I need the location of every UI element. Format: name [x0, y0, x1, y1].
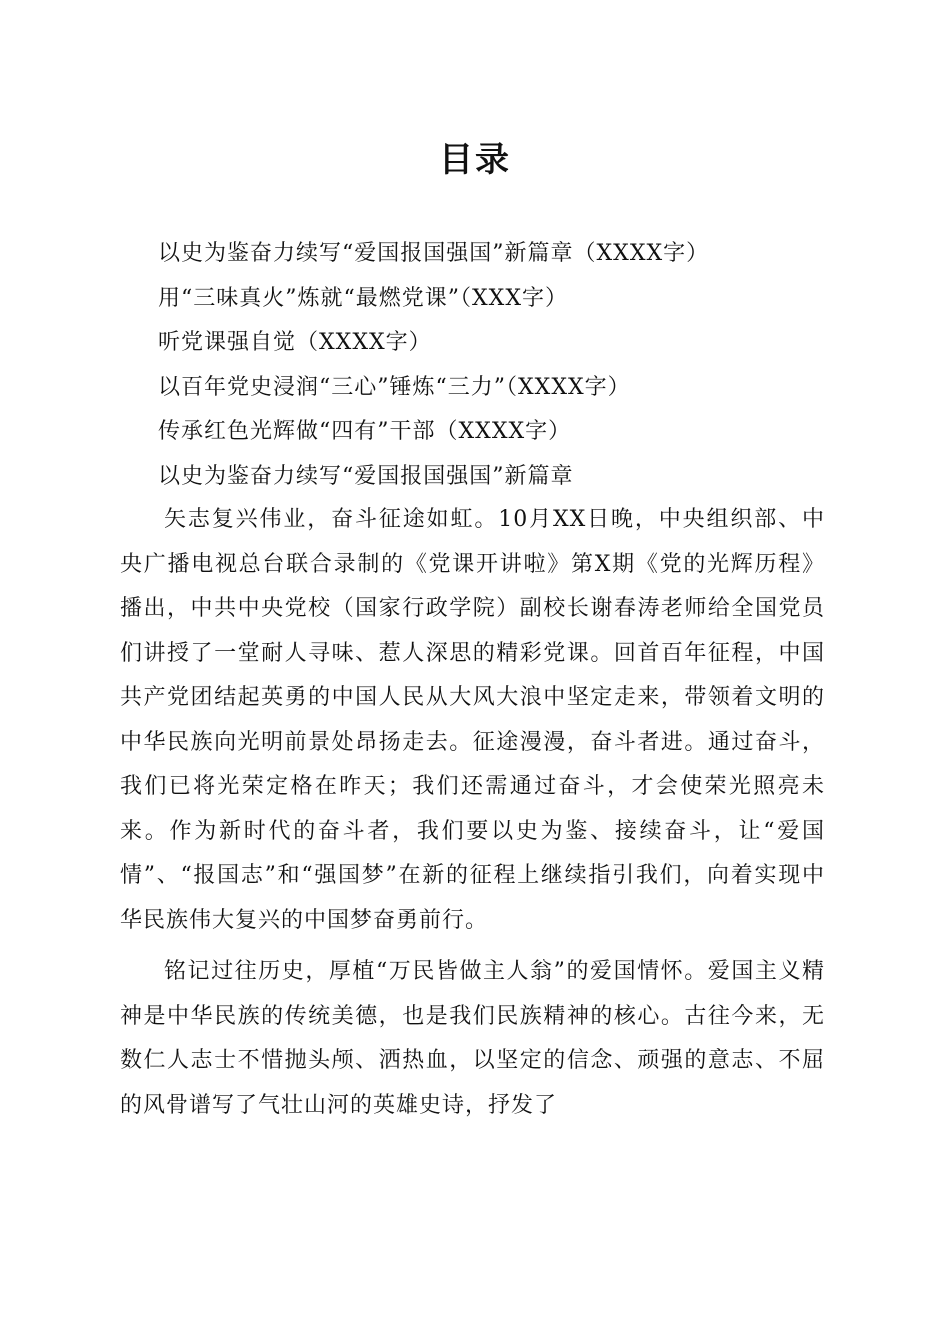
- paragraph: 铭记过往历史，厚植“万民皆做主人翁”的爱国情怀。爱国主义精神是中华民族的传统美德，也是我们民族精神的核心。古往今来，无数仁人志士不惜抛头颅、洒热血，以坚定的信念、顽强的意志、不屈的风骨谱写了气壮山河的英雄史诗，抒发了: [120, 959, 825, 1118]
- section-heading: 以史为鉴奋力续写“爱国报国强国”新篇章: [158, 463, 574, 489]
- page-title: 目录: [439, 140, 511, 180]
- toc-item[interactable]: 以百年党史浸润“三心”锤炼“三力”（XXXX字）: [158, 374, 631, 400]
- body-text: [120, 498, 825, 1128]
- table-of-contents: [158, 232, 858, 499]
- toc-item[interactable]: 以史为鉴奋力续写“爱国报国强国”新篇章（XXXX字）: [158, 241, 710, 266]
- toc-item[interactable]: 听党课强自觉（XXXX字）: [158, 330, 432, 355]
- paragraph: 矢志复兴伟业，奋斗征途如虹。10月XX日晚，中央组织部、中央广播电视总台联合录制的《党课开讲啦》第X期《党的光辉历程》播出，中共中央党校（国家行政学院）副校长谢春涛老师给全国党员们讲授了一堂耐人寻味、惹人深思的精彩党课。回首百年征程，中国共产党团结起英勇的中国人民从大风大浪中坚定走来，带领着文明的中华民族向光明前景处昂扬走去。征途漫漫，奋斗者进。通过奋斗，我们已将光荣定格在昨天；我们还需通过奋斗，才会使荣光照亮未来。作为新时代的奋斗者，我们要以史为鉴、接续奋斗，让“爱国情”、“报国志”和“强国梦”在新的征程上继续指引我们，向着实现中华民族伟大复兴的中国梦奋勇前行。: [120, 507, 825, 933]
- toc-item[interactable]: 传承红色光辉做“四有”干部（XXXX字）: [158, 419, 572, 444]
- toc-item[interactable]: 用“三味真火”炼就“最燃党课”（XXX字）: [158, 285, 568, 311]
